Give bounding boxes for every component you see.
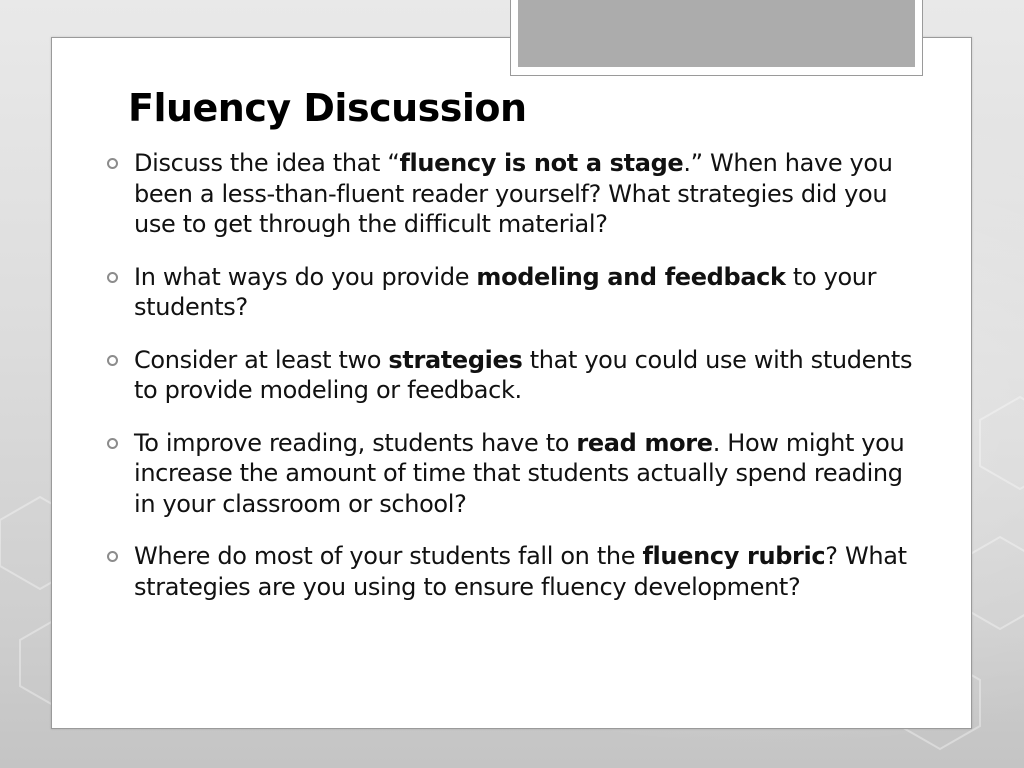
hollow-circle-bullet-icon (107, 355, 118, 366)
bullet-emphasis-text: strategies (388, 345, 523, 374)
bullet-emphasis-text: modeling and feedback (476, 262, 786, 291)
bullet-item (104, 541, 924, 602)
bullet-emphasis-text: fluency rubric (642, 542, 826, 570)
hollow-circle-bullet-icon (107, 272, 118, 283)
hollow-circle-bullet-icon (107, 551, 118, 562)
hollow-circle-bullet-icon (107, 158, 118, 169)
bullet-text: that you could use with students to provide modeling or feedback. (134, 345, 913, 404)
bullet-emphasis-text: fluency is not a stage (399, 149, 684, 177)
bullet-text: Discuss the idea that “ (134, 149, 400, 177)
slide-top-tab (510, 0, 923, 76)
bullet-text: . How might you increase the amount of time that students actually spend reading in your classroom or school? (134, 428, 905, 518)
bullet-item (104, 345, 924, 406)
bullet-list (104, 148, 924, 624)
bullet-text: .” When have you been a less-than-fluent reader yourself? What strategies did you use to get through the difficult material? (134, 149, 893, 238)
bullet-text: In what ways do you provide (134, 262, 477, 291)
bullet-item (104, 428, 924, 520)
bullet-text: to your students? (134, 262, 877, 321)
hollow-circle-bullet-icon (107, 438, 118, 449)
bullet-item (104, 148, 924, 240)
bullet-emphasis-text: read more (576, 428, 713, 457)
bullet-item (104, 262, 924, 323)
bullet-text: To improve reading, students have to (134, 428, 577, 457)
bullet-text: Where do most of your students fall on the (134, 542, 643, 570)
slide-top-tab-fill (518, 0, 915, 67)
bullet-text: ? What strategies are you using to ensure fluency development? (134, 542, 907, 601)
bullet-text: Consider at least two (134, 345, 389, 374)
slide-title: Fluency Discussion (128, 86, 527, 130)
